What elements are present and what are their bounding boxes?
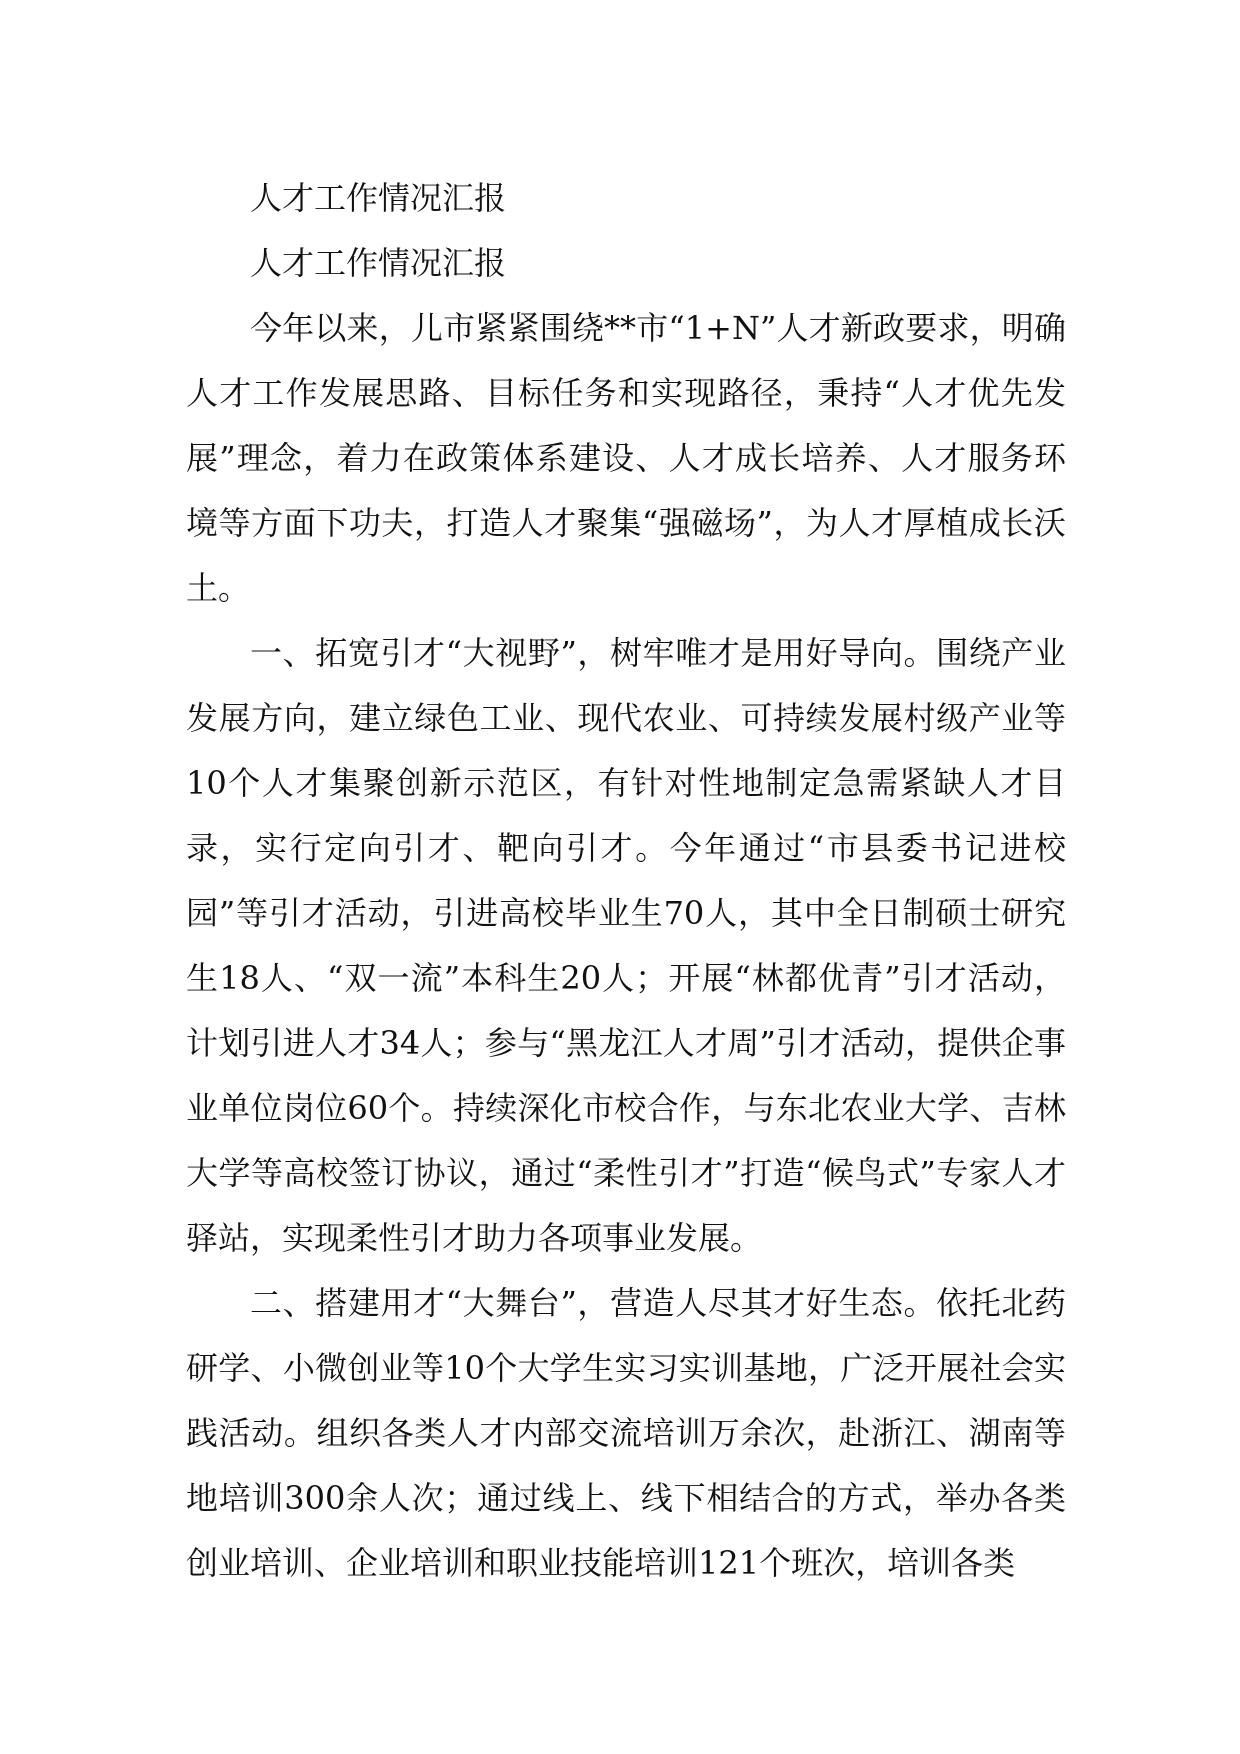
paragraph-intro: 今年以来，儿市紧紧围绕**市“1+N”人才新政要求，明确人才工作发展思路、目标任务和实现路径，秉持“人才优先发展”理念，着力在政策体系建设、人才成长培养、人才服务环境等方面下功夫，打造人才聚集“强磁场”，为人才厚植成长沃土。 — [186, 309, 1066, 607]
document-body — [186, 166, 1066, 1596]
document-title: 人才工作情况汇报 — [250, 179, 507, 217]
paragraph-section-2: 二、搭建用才“大舞台”，营造人尽其才好生态。依托北药研学、小微创业等10个大学生实习实训基地，广泛开展社会实践活动。组织各类人才内部交流培训万余次，赴浙江、湖南等地培训300余人次；通过线上、线下相结合的方式，举办各类创业培训、企业培训和职业技能培训121个班次，培训各类 — [186, 1284, 1066, 1582]
document-subtitle: 人才工作情况汇报 — [250, 244, 507, 282]
paragraph-section-1: 一、拓宽引才“大视野”，树牢唯才是用好导向。围绕产业发展方向，建立绿色工业、现代农业、可持续发展村级产业等10个人才集聚创新示范区，有针对性地制定急需紧缺人才目录，实行定向引才、靶向引才。今年通过“市县委书记进校园”等引才活动，引进高校毕业生70人，其中全日制硕士研究生18人、“双一流”本科生20人；开展“林都优青”引才活动，计划引进人才34人；参与“黑龙江人才周”引才活动，提供企事业单位岗位60个。持续深化市校合作，与东北农业大学、吉林大学等高校签订协议，通过“柔性引才”打造“候鸟式”专家人才驿站，实现柔性引才助力各项事业发展。 — [186, 634, 1066, 1257]
